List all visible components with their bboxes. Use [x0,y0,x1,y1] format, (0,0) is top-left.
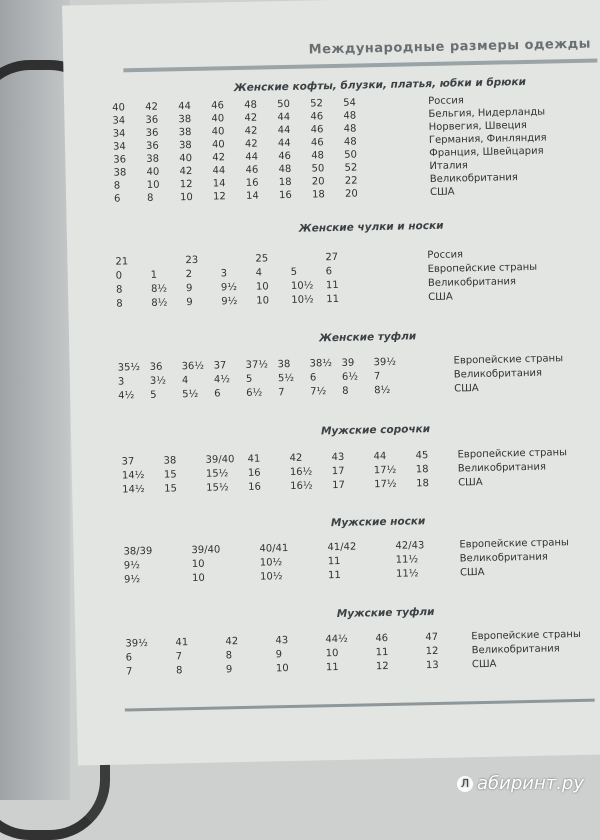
size-cell: 10 [191,572,205,585]
size-cell: 16½ [289,466,313,478]
book-page [62,0,600,765]
size-cell: 14 [212,178,226,190]
size-cell: 3½ [149,375,167,387]
size-cell: 8 [115,284,123,296]
size-cell: 48 [343,110,357,122]
size-cell: 36 [145,127,159,139]
country-label: Европейские страны [459,537,570,551]
size-cell: 48 [244,99,258,111]
size-cell: 18 [278,176,292,189]
country-label: США [458,476,483,489]
country-label: Италия [429,160,468,172]
size-cell: 6½ [341,371,359,383]
size-cell: 15½ [206,482,229,494]
size-cell: 5 [245,373,253,385]
footer-rule [125,699,595,712]
size-cell: 11 [327,555,341,568]
size-cell: 14½ [121,470,145,482]
size-cell: 42 [225,636,239,648]
size-cell: 15 [163,469,177,481]
size-cell: 9½ [221,296,238,308]
size-cell: 37 [213,360,227,372]
size-cell: 44 [277,124,291,137]
size-cell: 40 [211,113,225,125]
size-cell: 17 [332,479,346,492]
size-cell: 46 [211,100,225,112]
size-cell: 38½ [309,358,333,370]
size-cell: 46 [245,164,259,176]
size-cell: 7½ [310,386,327,398]
section-title: Женские чулки и носки [298,219,444,235]
size-cell: 36 [113,154,127,166]
size-cell: 2 [185,268,193,281]
country-label: Германия, Финляндия [428,132,547,146]
size-cell: 40/41 [259,543,289,555]
watermark [457,773,584,794]
size-cell: 18 [415,464,429,476]
size-cell: 44 [277,111,291,124]
size-cell: 42 [289,452,303,464]
size-cell: 46 [310,137,324,149]
size-cell: 11 [326,293,340,306]
size-cell: 43 [275,635,289,647]
size-cell: 46 [278,150,292,163]
size-cell: 37½ [245,359,269,371]
size-cell: 37 [121,456,135,468]
size-cell: 40 [146,166,160,178]
size-cell: 13 [425,659,439,672]
size-cell: 14½ [122,484,145,496]
size-cell: 44 [277,137,291,150]
size-cell: 10 [255,281,269,293]
size-cell: 46 [310,111,324,123]
size-cell: 45 [415,450,429,462]
country-label: США [471,658,497,671]
size-cell: 48 [278,163,292,176]
size-cell: 11½ [395,554,419,566]
size-cell: 39½ [373,356,397,369]
section-title: Женские туфли [318,330,417,345]
page-title: Международные размеры одежды [308,36,592,58]
size-cell: 21 [115,256,129,268]
size-cell: 44 [373,450,387,463]
size-cell: 17½ [373,464,397,477]
size-cell: 0 [115,270,123,282]
size-cell: 15½ [205,468,229,480]
size-cell: 47 [425,631,439,644]
size-cell: 42 [244,138,258,150]
size-cell: 4½ [213,374,231,386]
size-cell: 42 [244,112,258,124]
country-label: Великобритания [471,643,560,657]
country-label: Великобритания [457,461,547,475]
size-cell: 40 [179,152,193,165]
section-title: Мужские сорочки [320,423,431,438]
size-cell: 22 [344,175,358,187]
size-cell: 9 [275,649,283,661]
size-cell: 12 [212,191,226,203]
size-cell: 9½ [220,282,238,294]
size-cell: 52 [310,98,324,110]
size-cell: 42 [179,165,193,178]
country-label: Норвегия, Швеция [428,119,528,134]
header-rule [123,58,597,72]
size-cell: 25 [255,253,269,265]
size-cell: 8 [342,385,349,397]
country-label: США [454,383,479,395]
size-cell: 50 [344,149,358,161]
size-cell: 10½ [259,571,283,583]
size-cell: 14 [245,190,259,202]
size-cell: 18 [311,189,325,201]
size-cell: 8½ [374,384,391,397]
size-cell: 40 [112,102,126,114]
country-label: Великобритания [459,551,548,565]
size-cell: 38 [163,455,177,467]
size-cell: 5 [290,266,298,278]
size-cell: 7 [373,371,381,383]
size-cell: 16 [248,481,262,493]
size-cell: 36 [145,114,159,126]
size-cell: 6½ [246,387,263,399]
size-cell: 46 [310,124,324,136]
size-cell: 42 [212,152,226,164]
size-cell: 4 [181,375,189,387]
country-label: Великобритания [453,367,543,381]
size-cell: 40 [211,126,225,138]
size-cell: 36½ [181,360,205,373]
section-title: Мужские носки [330,515,426,530]
size-cell: 10 [256,295,270,307]
size-cell: 3 [117,376,125,388]
country-label: Европейские страны [427,261,538,276]
size-cell: 38/39 [123,545,153,558]
size-cell: 11 [327,569,341,582]
section-title: Мужские туфли [336,605,435,621]
country-label: США [428,291,453,304]
size-cell: 8 [113,180,121,192]
size-cell: 7 [175,651,183,663]
country-label: Великобритания [427,276,517,290]
size-cell: 16 [278,189,292,202]
country-label: Европейские страны [471,628,581,643]
size-cell: 38 [178,113,192,126]
size-cell: 17½ [374,478,397,491]
size-cell: 50 [277,98,291,111]
size-cell: 41/42 [327,541,357,554]
size-cell: 20 [311,176,325,188]
size-cell: 16 [247,467,261,479]
size-cell: 7 [278,387,285,399]
size-cell: 44½ [325,633,348,646]
size-cell: 6 [114,193,121,205]
size-cell: 38 [113,167,127,179]
size-cell: 35½ [117,362,141,374]
size-cell: 6 [309,372,317,384]
size-cell: 34 [112,128,126,140]
country-label: Франция, Швейцария [429,145,544,159]
size-cell: 8 [146,192,154,204]
size-cell: 39/40 [205,454,235,466]
size-cell: 12 [375,660,389,673]
size-cell: 38 [178,126,192,139]
size-cell: 42/43 [395,540,425,552]
country-label: Россия [428,95,464,108]
size-cell: 54 [343,97,357,109]
size-cell: 48 [343,136,357,148]
size-cell: 10½ [290,280,314,292]
size-cell: 38 [146,153,160,165]
size-cell: 11 [325,662,339,674]
size-cell: 10½ [291,294,314,306]
size-cell: 36 [145,140,159,152]
size-cell: 15 [164,483,178,495]
size-cell: 10 [146,179,160,191]
country-label: США [429,186,455,198]
country-label: Бельгия, Нидерланды [428,106,546,121]
size-cell: 5 [150,389,157,401]
size-cell: 18 [416,478,429,490]
size-cell: 52 [344,162,358,174]
size-cell: 8 [175,665,183,677]
size-cell: 5½ [182,388,199,401]
size-cell: 41 [247,453,261,465]
size-cell: 17 [331,465,345,478]
country-label: Европейские страны [453,353,564,367]
size-cell: 9 [225,664,233,676]
size-cell: 9 [185,282,193,295]
size-cell: 10½ [259,557,283,569]
size-cell: 23 [185,254,199,267]
size-cell: 39 [341,357,355,369]
labirint-icon: Л [457,776,473,792]
size-cell: 12 [179,178,193,191]
size-cell: 38 [277,358,291,371]
size-cell: 8 [225,650,233,662]
size-cell: 39/40 [191,544,221,557]
size-cell: 20 [344,188,358,200]
size-cell: 8½ [150,283,168,295]
size-cell: 11 [375,646,389,659]
size-cell: 48 [343,123,357,135]
size-cell: 9½ [123,560,140,572]
size-cell: 10 [275,663,289,675]
size-cell: 9 [186,296,193,309]
size-cell: 8 [116,298,123,310]
size-cell: 27 [325,251,339,264]
size-cell: 41 [175,637,189,649]
size-cell: 40 [211,139,225,151]
size-cell: 5½ [277,372,295,385]
size-cell: 8½ [151,297,168,309]
size-cell: 50 [311,163,325,175]
size-cell: 44 [212,165,226,177]
size-cell: 42 [145,101,159,113]
country-label: Россия [427,249,464,262]
country-label: Великобритания [429,172,518,185]
size-cell: 44 [245,151,259,163]
size-cell: 12 [425,645,439,658]
size-cell: 9½ [123,574,141,586]
section-title: Женские кофты, блузки, платья, юбки и брюки [233,75,527,95]
size-cell: 4½ [118,390,135,402]
size-cell: 36 [149,361,163,373]
size-cell: 10 [191,558,205,571]
size-cell: 7 [125,666,133,678]
watermark-text: абиринт.ру [476,773,584,794]
size-cell: 4 [255,267,263,279]
size-cell: 1 [150,269,158,281]
size-cell: 16 [245,177,259,189]
size-cell: 3 [220,268,228,280]
size-cell: 6 [214,388,221,400]
size-cell: 16½ [290,480,313,492]
size-cell: 44 [178,100,192,113]
size-cell: 34 [112,141,126,153]
country-label: Европейские страны [457,447,568,461]
size-cell: 10 [179,191,193,204]
size-cell: 6 [325,266,333,278]
country-label: США [459,566,485,579]
size-cell: 34 [112,115,126,127]
size-cell: 38 [178,139,192,152]
size-cell: 39½ [125,637,148,650]
size-cell: 43 [331,451,345,464]
size-cell: 46 [375,632,389,645]
size-cell: 48 [311,150,325,162]
size-cell: 6 [125,652,133,664]
size-cell: 42 [244,125,258,137]
size-cell: 11½ [395,568,419,580]
size-cell: 10 [325,648,339,660]
size-cell: 11 [325,279,339,292]
